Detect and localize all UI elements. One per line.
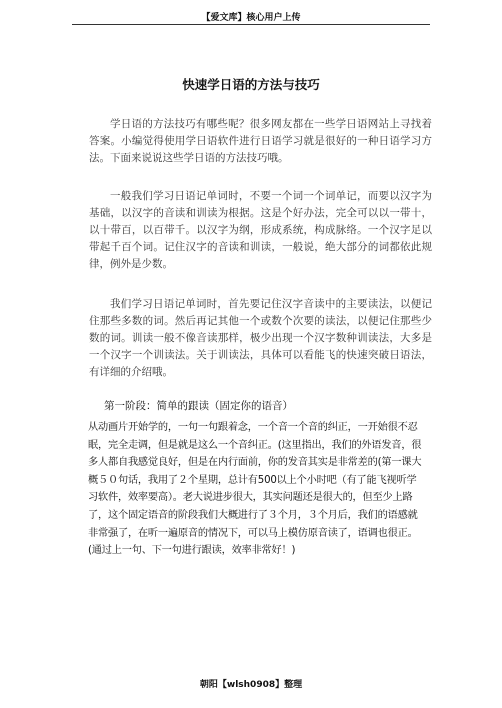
- paragraph-kanji-method: 一般我们学习日语记单词时，不要一个词一个词单记，而要以汉字为基础，以汉字的音读和训读为根据。这是个好办法，完全可以以一带十，以十带百，以百带千。以汉字为纲，形成系统，构成脉络。一个汉字足以带起千百个词。记住汉字的音读和训读，一般说，绝大部分的词都依此规律，例外是少数。: [89, 190, 432, 270]
- header-divider: [72, 24, 430, 25]
- article-title: 快速学日语的方法与技巧: [182, 77, 320, 92]
- note-body: 从动画片开始学的，一句一句跟着念，一个音一个音的纠正，一开始很不忍眠，完全走调，但是就是这么一个音纠正。(这里指出，我们的外语发音，很多人都自我感觉良好，但是在内行面前，你的发音其实是非常差的(第一课大概５０句话，我用了２个星期，总计有500以上个小时吧（有了能飞视听学习软件，效率要高）。老大说进步很大，其实问题还是很大的，但至少上路了，这个固定语音的阶段我们大概进行了３个月，３个月后，我们的语感就非常强了，在听一遍原音的情况下，可以马上模仿原音读了，语调也很正。(通过上一句、下一句进行跟读，效率非常好！): [88, 422, 422, 557]
- note-heading: 第一阶段：简单的跟读（固定你的语音）: [104, 400, 293, 412]
- handwritten-note-image: [88, 398, 426, 610]
- paragraph-reading-method: 我们学习日语记单词时，首先要记住汉字音读中的主要读法，以便记住那些多数的词。然后再记其他一个或数个次要的读法，以便记住那些少数的词。训读一般不像音读那样，极少出现一个汉字数种训读法，大多是一个汉字一个训读法。关于训读法，具体可以看能飞的快速突破日语法，有详细的介绍哦。: [89, 298, 432, 378]
- page-footer: 朝阳【wlsh0908】整理: [199, 680, 303, 690]
- page-header: 【爱文库】核心用户上传: [201, 13, 301, 23]
- paragraph-intro: 学日语的方法技巧有哪些呢？很多网友都在一些学日语网站上寻找着答案。小编觉得使用学日语软件进行日语学习就是很好的一种日语学习方法。下面来说说这些学日语的方法技巧哦。: [89, 118, 432, 164]
